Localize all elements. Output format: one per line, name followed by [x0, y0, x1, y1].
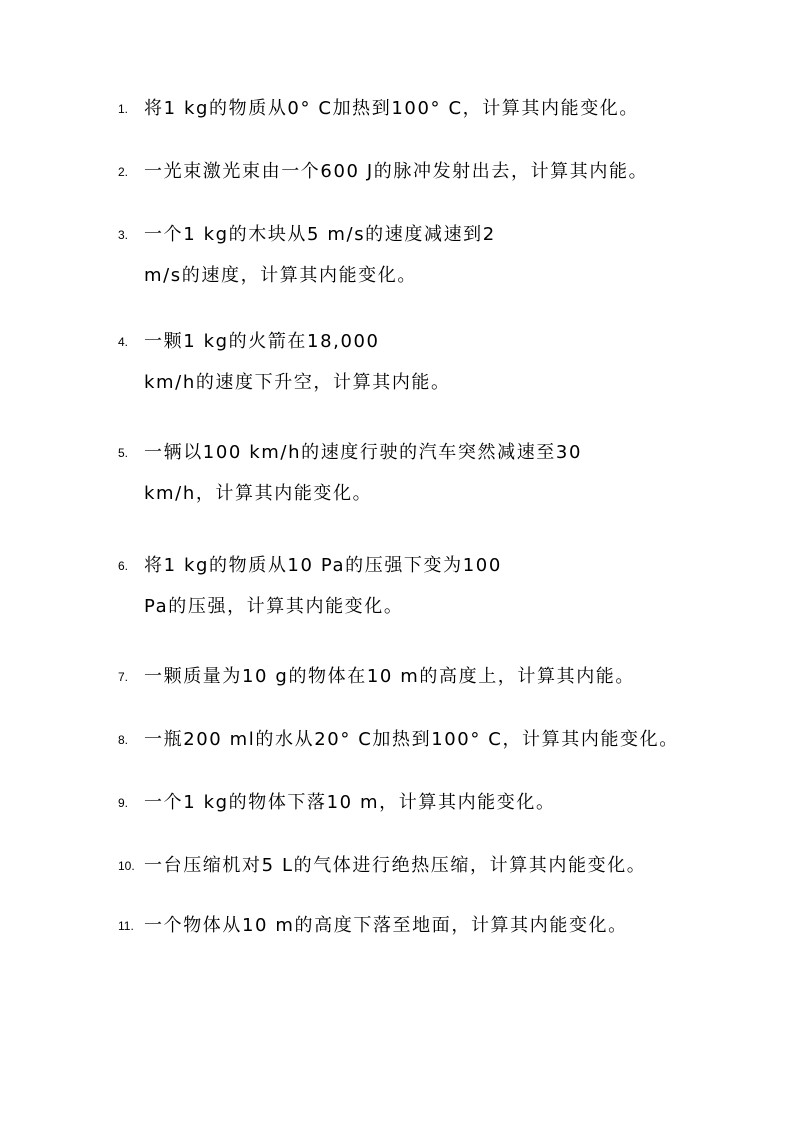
question-number: 10. — [118, 859, 135, 873]
question-text-line: Pa的压强，计算其内能变化。 — [144, 596, 404, 617]
question-number: 7. — [118, 670, 129, 684]
question-number: 6. — [118, 559, 129, 573]
question-text-line: km/h的速度下升空，计算其内能。 — [144, 372, 451, 393]
question-number: 9. — [118, 796, 129, 810]
question-text-line: 一瓶200 ml的水从20° C加热到100° C，计算其内能变化。 — [144, 729, 679, 750]
question-number: 4. — [118, 335, 129, 349]
question-text-line: km/h，计算其内能变化。 — [144, 483, 373, 504]
question-text-line: 一个物体从10 m的高度下落至地面，计算其内能变化。 — [144, 915, 628, 936]
question-text-line: 一颗质量为10 g的物体在10 m的高度上，计算其内能。 — [144, 666, 636, 687]
question-text-line: 将1 kg的物质从0° C加热到100° C，计算其内能变化。 — [144, 98, 640, 119]
question-number: 3. — [118, 228, 129, 242]
question-text-line: 一颗1 kg的火箭在18,000 — [144, 331, 380, 352]
question-number: 5. — [118, 446, 129, 460]
question-text-line: 一个1 kg的木块从5 m/s的速度减速到2 — [144, 224, 496, 245]
question-number: 8. — [118, 733, 129, 747]
question-text-line: 一台压缩机对5 L的气体进行绝热压缩，计算其内能变化。 — [144, 855, 647, 876]
question-number: 11. — [118, 919, 134, 933]
question-text-line: 一个1 kg的物体下落10 m，计算其内能变化。 — [144, 792, 556, 813]
question-text-line: 一辆以100 km/h的速度行驶的汽车突然减速至30 — [144, 442, 583, 463]
question-number: 2. — [118, 165, 129, 179]
question-text-line: m/s的速度，计算其内能变化。 — [144, 265, 417, 286]
question-text-line: 将1 kg的物质从10 Pa的压强下变为100 — [144, 555, 502, 576]
question-number: 1. — [118, 102, 129, 116]
question-text-line: 一光束激光束由一个600 J的脉冲发射出去，计算其内能。 — [144, 161, 649, 182]
